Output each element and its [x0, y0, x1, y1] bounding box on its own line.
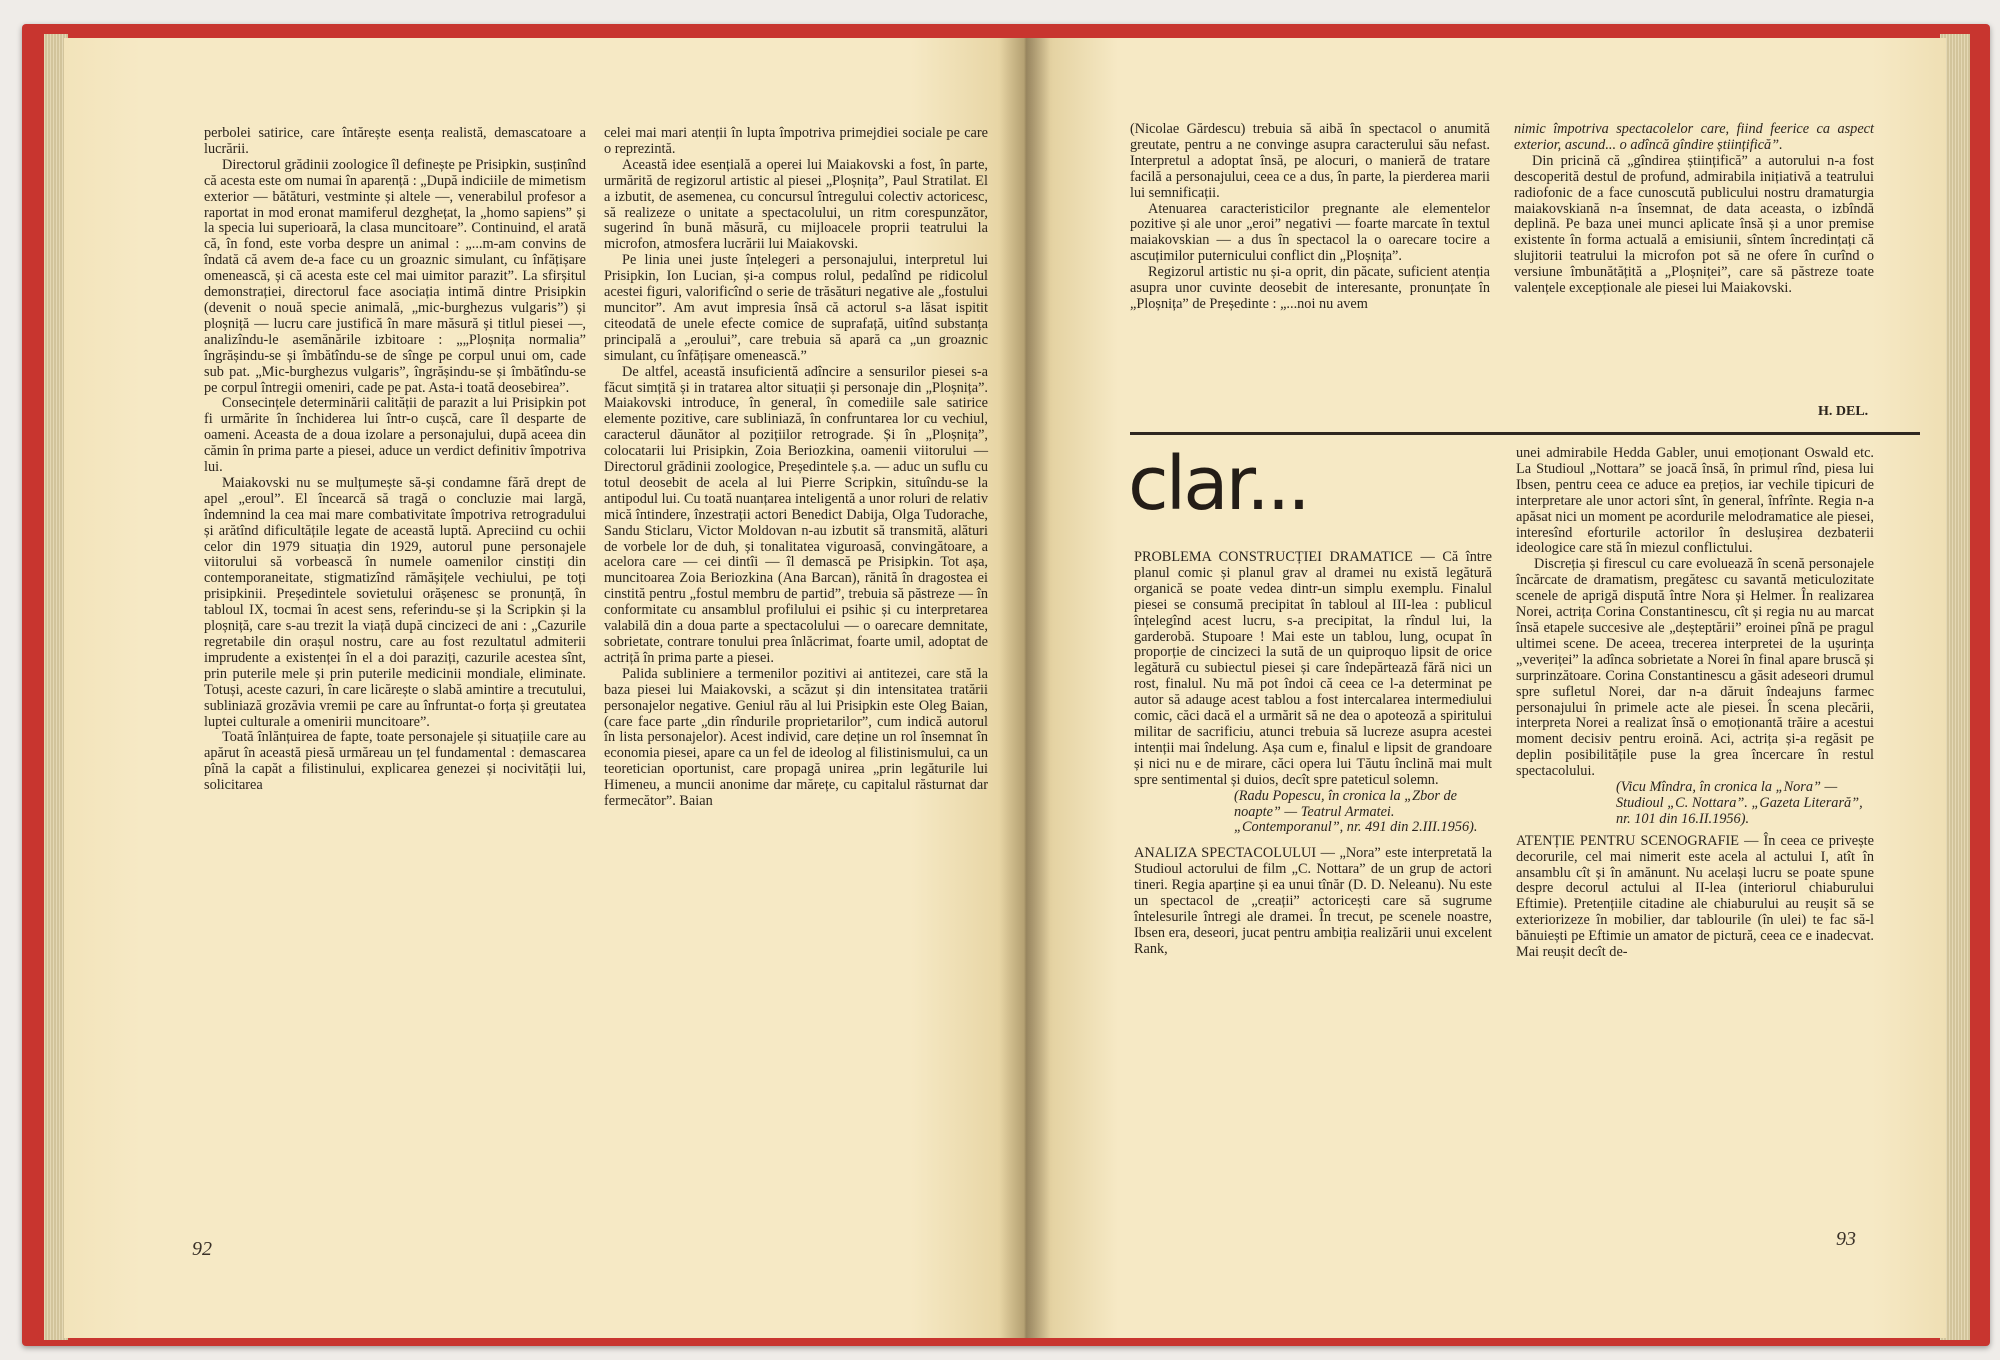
left-column-1: [204, 126, 586, 794]
paragraph: Consecințele determinării calității de parazit a lui Prisipkin pot fi urmărite în închiderea lui într-o cușcă, care îl desparte de oameni. Aceasta de a doua izolare a personajului, după aceea din cămin în prima parte a piesei, aduce un verdict definitiv împotriva lui.: [204, 395, 586, 476]
paragraph: Palida subliniere a termenilor pozitivi ai antitezei, care stă la baza piesei lui Maiakovski, a scăzut și din intensitatea tratării personajelor negative. Geniul rău al lui Prisipkin este Oleg Baian, (care face parte „din rîndurile proprietarilor”, cum indică autorul în lista personajelor). Acest individ, care deține un rol însemnat în economia piesei, apare ca un fel de ideolog al filistinismului, ca un teoretician oportunist, care propagă unirea „prin legăturile lui Himeneu, a muncii anonime dar mărețe, cu capitalul răsturnat dar fermecător”. Baian: [604, 665, 988, 810]
paragraph: (Nicolae Gărdescu) trebuia să aibă în spectacol o anumită greutate, pentru a ne convinge asupra caracterului său nefast. Interpretul a adoptat însă, pe alocuri, o manieră de tratare facilă a personajului, ceea ce a dus, în parte, la pierderea marii lui semnificații.: [1130, 121, 1490, 201]
left-column-2: [604, 126, 988, 810]
paragraph: nimic împotriva spectacolelor care, fiind feerice ca aspect exterior, ascund... o adîncă gîndire științifică”.: [1514, 121, 1874, 153]
paragraph: Regizorul artistic nu și-a oprit, din păcate, suficient atenția asupra unor cuvinte deosebit de interesante, pronunțate în „Ploșnița” de Președinte : „...noi nu avem: [1130, 264, 1490, 312]
page-number-left: 92: [192, 1238, 212, 1260]
paragraph: Din pricină că „gîndirea științifică” a autorului n-a fost descoperită destul de profund, admirabila inițiativă a teatrului radiofonic de a face cunoscută publicului nostru dramaturgia maiakovskiană n-a însemnat, de data aceasta, o izbîndă deplină. Pe baza unei munci aplicate însă și a unor premise existente în forma actuală a emisiunii, sîntem încredințați că slujitorii teatrului la microfon pot să ne ofere în curînd o versiune îmbunătățită a „Ploșniței”, care să păstreze toate valențele excepționale ale piesei lui Maiakovski.: [1514, 152, 1874, 297]
source-citation: (Vicu Mîndra, în cronica la „Nora” — Studioul „C. Nottara”. „Gazeta Literară”, nr. 101 din 16.II.1956).: [1616, 779, 1863, 827]
page-number-right: 93: [1836, 1228, 1856, 1250]
paragraph: Toată înlănțuirea de fapte, toate personajele și situațiile care au apărut în această piesă urmăreau un țel fundamental : demascarea pînă la capăt a filistinului, explicarea genezei și nocivității lui, solicitarea: [204, 729, 586, 794]
right-column-1-bottom: [1134, 550, 1492, 958]
right-column-2-top: [1514, 122, 1874, 297]
section-analiza-spectacolului: ANALIZA SPECTACOLULUI — „Nora” este interpretată la Studioul actorului de film „C. Nottara” de un grup de actori tineri. Regia aparține și ea unui tînăr (D. D. Neleanu). Nu este un spectacol de „creații” actoricești care să sugrume întelesurile întregi ale dramei. În trecut, pe scenele noastre, Ibsen era, deseori, jucat pentru ambiția realizării unui excelent Rank,: [1134, 845, 1492, 957]
paragraph: Discreția și firescul cu care evoluează în scenă personajele încărcate de dramatism, pregătesc cu savantă meticulozitate scenele de aprigă dispută între Nora și Helmer. În realizarea Norei, actrița Corina Constantinescu, cît și regia nu au marcat însă etapele succesive ale „deșteptării” eroinei pînă pe pragul ultimei scene. De aceea, trecerea interpretei de la ușurința „veveriței” la adînca sobrietate a Norei în final apare bruscă și surprinzătoare. Corina Constantinescu a găsit adeseori drumul spre sufletul Norei, dar n-a dăruit îndeajuns farmec personajului în primele acte ale piesei. În scena plecării, interpreta Norei a realizat însă o emoționantă trăire a acestui moment decisiv pentru eroină. Aci, actrița și-a regăsit pe deplin posibilitățile puse la grea încercare în restul spectacolului.: [1516, 556, 1874, 780]
section-atentie-scenografie: ATENȚIE PENTRU SCENOGRAFIE — În ceea ce privește decorurile, cel mai nimerit este acela al actului I, atît în ansamblu cît și în amănunt. Nu același lucru se poate spune despre decorul actului al II-lea (interiorul chiaburului Eftimie). Pretențiile citadine ale chiaburului au reușit să se exteriorizeze în mobilier, dar tablourile (în ulei) te fac să-l bănuiești pe Eftimie un amator de pictură, ceea ce e inadecvat. Mai reușit decît de-: [1516, 832, 1874, 961]
source-citation: (Radu Popescu, în cronica la „Zbor de noapte” — Teatrul Armatei. „Contemporanul”, nr. 491 din 2.III.1956).: [1234, 787, 1478, 836]
paragraph: perbolei satirice, care întărește esența realistă, demascatoare a lucrării.: [204, 125, 586, 157]
paragraph: Atenuarea caracteristicilor pregnante ale elementelor pozitive și ale unor „eroi” negativi — foarte marcate în textul maiakovskian — a dus în spectacol la o oarecare tocire a ascuțimilor puternicului conflict din „Ploșnița”.: [1130, 200, 1490, 265]
section-problema-constructiei: PROBLEMA CONSTRUCȚIEI DRAMATICE — Că între planul comic și planul grav al dramei nu există legătură organică se poate vedea dintr-un simplu exemplu. Finalul piesei se consumă precipitat în tabloul al III-lea : publicul înțelegînd acest lucru, s-a precipitat, la rîndul lui, la garderobă. Stupoare ! Mai este un tablou, lung, ocupat în proporție de cincizeci la sută de un quiproquo lipsit de orice legătură cu subiectul piesei și care îndepărtează fără nici un rost, finalul. Nu mă pot îndoi că ceea ce l-a determinat pe autor să adauge acest tablou a fost intercalarea intermediului comic, căci dacă el a urmărit să ne dea o apoteoză a spiritului militar de sacrificiu, atunci trebuia să lucreze asupra acestei intenții mai îndelung. Așa cum e, finalul e lipsit de grandoare și nici nu e de mirare, căci opera lui Tăutu înclină mai mult spre sentimental și duios, decît spre pateticul solemn.: [1134, 549, 1492, 788]
left-page: [64, 38, 1026, 1338]
paragraph: unei admirabile Hedda Gabler, unui emoționant Oswald etc. La Studioul „Nottara” se joacă însă, în primul rînd, piesa lui Ibsen, pentru ceea ce aduce ea prețios, iar vechile tipicuri de interpretare ale unor actori sînt, în general, înfrînte. Regia n-a apăsat nici un moment pe acordurile melodramatice ale piesei, interesînd eforturile actorilor în deslușirea dezbaterii ideologice care stă în miezul conflictului.: [1516, 445, 1874, 557]
right-page: [1026, 38, 1946, 1338]
paragraph: De altfel, această insuficientă adîncire a sensurilor piesei s-a făcut simțită și in tratarea altor situații și personaje din „Ploșnița”. Maiakovski introduce, în general, în comediile sale satirice elemente pozitive, care subliniază, în confruntarea lor cu vechiul, caracterul dăunător al pozițiilor retrograde. Și în „Ploșnița”, colocatarii lui Prisipkin, Zoia Beriozkina, oamenii viitorului — Directorul grădinii zoologice, Președintele ș.a. — aduc un suflu cu totul deosebit de acela al lui Pierre Scripkin, situîndu-se la antipodul lui. Cu toată nuanțarea inteligentă a unor roluri de relativ mică întindere, înzestrații actori Benedict Dabija, Olga Tudorache, Sandu Sticlaru, Victor Moldovan n-au izbutit să transmită, alături de vorbele lor de duh, și tonalitatea viguroasă, convingătoare, a acelora care — cei dintîi — îl demască pe Prisipkin. Tot așa, muncitoarea Zoia Beriozkina (Ana Barcan), rănită în dragostea ei cinstită pentru „fostul membru de partid”, trebuia să păstreze — în conformitate cu ansamblul profilului ei psihic și cu interpretarea valabilă din a doua parte a spectacolului — o oarecare demnitate, sobrietate, contrare tonului prea înlăcrimat, foarte umil, adoptat de actriță în prima parte a piesei.: [604, 363, 988, 666]
paragraph: Această idee esențială a operei lui Maiakovski a fost, în parte, urmărită de regizorul artistic al piesei „Ploșnița”, Paul Stratilat. El a izbutit, de asemenea, cu concursul întregului colectiv actoricesc, să realizeze o unitate a spectacolului, un ritm corespunzător, sugerind în bună măsură, cu mijloacele proprii teatrului la microfon, atmosfera lucrării lui Maiakovski.: [604, 156, 988, 253]
paragraph: Maiakovski nu se mulțumește să-și condamne fără drept de apel „eroul”. El încearcă să tragă o concluzie mai largă, îndemnind la cea mai mare combativitate împotriva retrogradului și arătînd dificultățile legate de această luptă. Apreciind cu ochii celor din 1979 situația din 1929, autorul pune personajele viitorului să vorbească în numele oamenilor cinstiți din contemporaneitate, stigmatizînd rămășițele vechiului, pe toți prisipkinii. Președintele sovietului orășenesc se pronunță, în tabloul IX, tocmai în acest sens, referindu-se și la Scripkin și la ploșniță, care s-au trezit la viață după cincizeci de ani : „Cazurile regretabile din orașul nostru, care au fost rezultatul admiterii imprudente a existenței în el a doi paraziți, cazurile acestea sînt, prin puterile mele și prin puterile medicinii mondiale, eliminate. Totuși, aceste cazuri, în care licărește o slabă amintire a trecutului, subliniază grozăvia vremii pe care au înfruntat-o forța și greutatea luptei culturale a omenirii muncitoare”.: [204, 474, 586, 730]
signature: H. DEL.: [1818, 404, 1869, 419]
paragraph: Pe linia unei juste înțelegeri a personajului, interpretul lui Prisipkin, Ion Lucian, și-a compus rolul, pedalînd pe ridicolul acestei figuri, valorificînd o serie de trăsături negative ale „fostului muncitor”. Am avut impresia însă că actorul s-a lăsat ispitit citeodată de unele efecte comice de suprafață, uitînd substanța principală a „eroului”, care trebuia să apară ca „un groaznic simulant, cu înfățișare omenească.”: [604, 252, 988, 364]
right-column-2-bottom: [1516, 446, 1874, 961]
paragraph: celei mai mari atenții în lupta împotriva primejdiei sociale pe care o reprezintă.: [604, 125, 988, 157]
paragraph: Directorul grădinii zoologice îl definește pe Prisipkin, susținînd că acesta este om numai în aparență : „După indiciile de mimetism exterior — bătături, vestminte și altele —, venerabilul profesor a raportat in mod eronat mamiferul dezghețat, la „homo sapiens” și la specia lui superioară, la clasa muncitoare”. Continuind, el arată că, în fond, este vorba despre un animal : „...m-am convins de îndată că avem de-a face cu un groaznic simulant, cu înfățișare omenească, și că acesta este cel mai uimitor parazit”. La sfirșitul demonstrației, directorul face asociația intimă dintre Prisipkin (devenit o nouă specie animală, „mic-burghezus vulgaris”) și ploșniță — lucru care justifică în mare măsură și titlul piesei —, analizîndu-le asemănările izbitoare : „„Ploșnița normalia” îngrășindu-se și îmbătîndu-se de sînge pe corpul unui om, cade sub pat. „Mic-burghezus vulgaris”, îngrășindu-se și îmbătîndu-se pe corpul întregii omeniri, cade pe pat. Asta-i toată deosebirea”.: [204, 156, 586, 396]
section-divider: [1130, 432, 1920, 435]
section-heading: clar...: [1128, 441, 1308, 527]
right-column-1-top: [1130, 122, 1490, 313]
